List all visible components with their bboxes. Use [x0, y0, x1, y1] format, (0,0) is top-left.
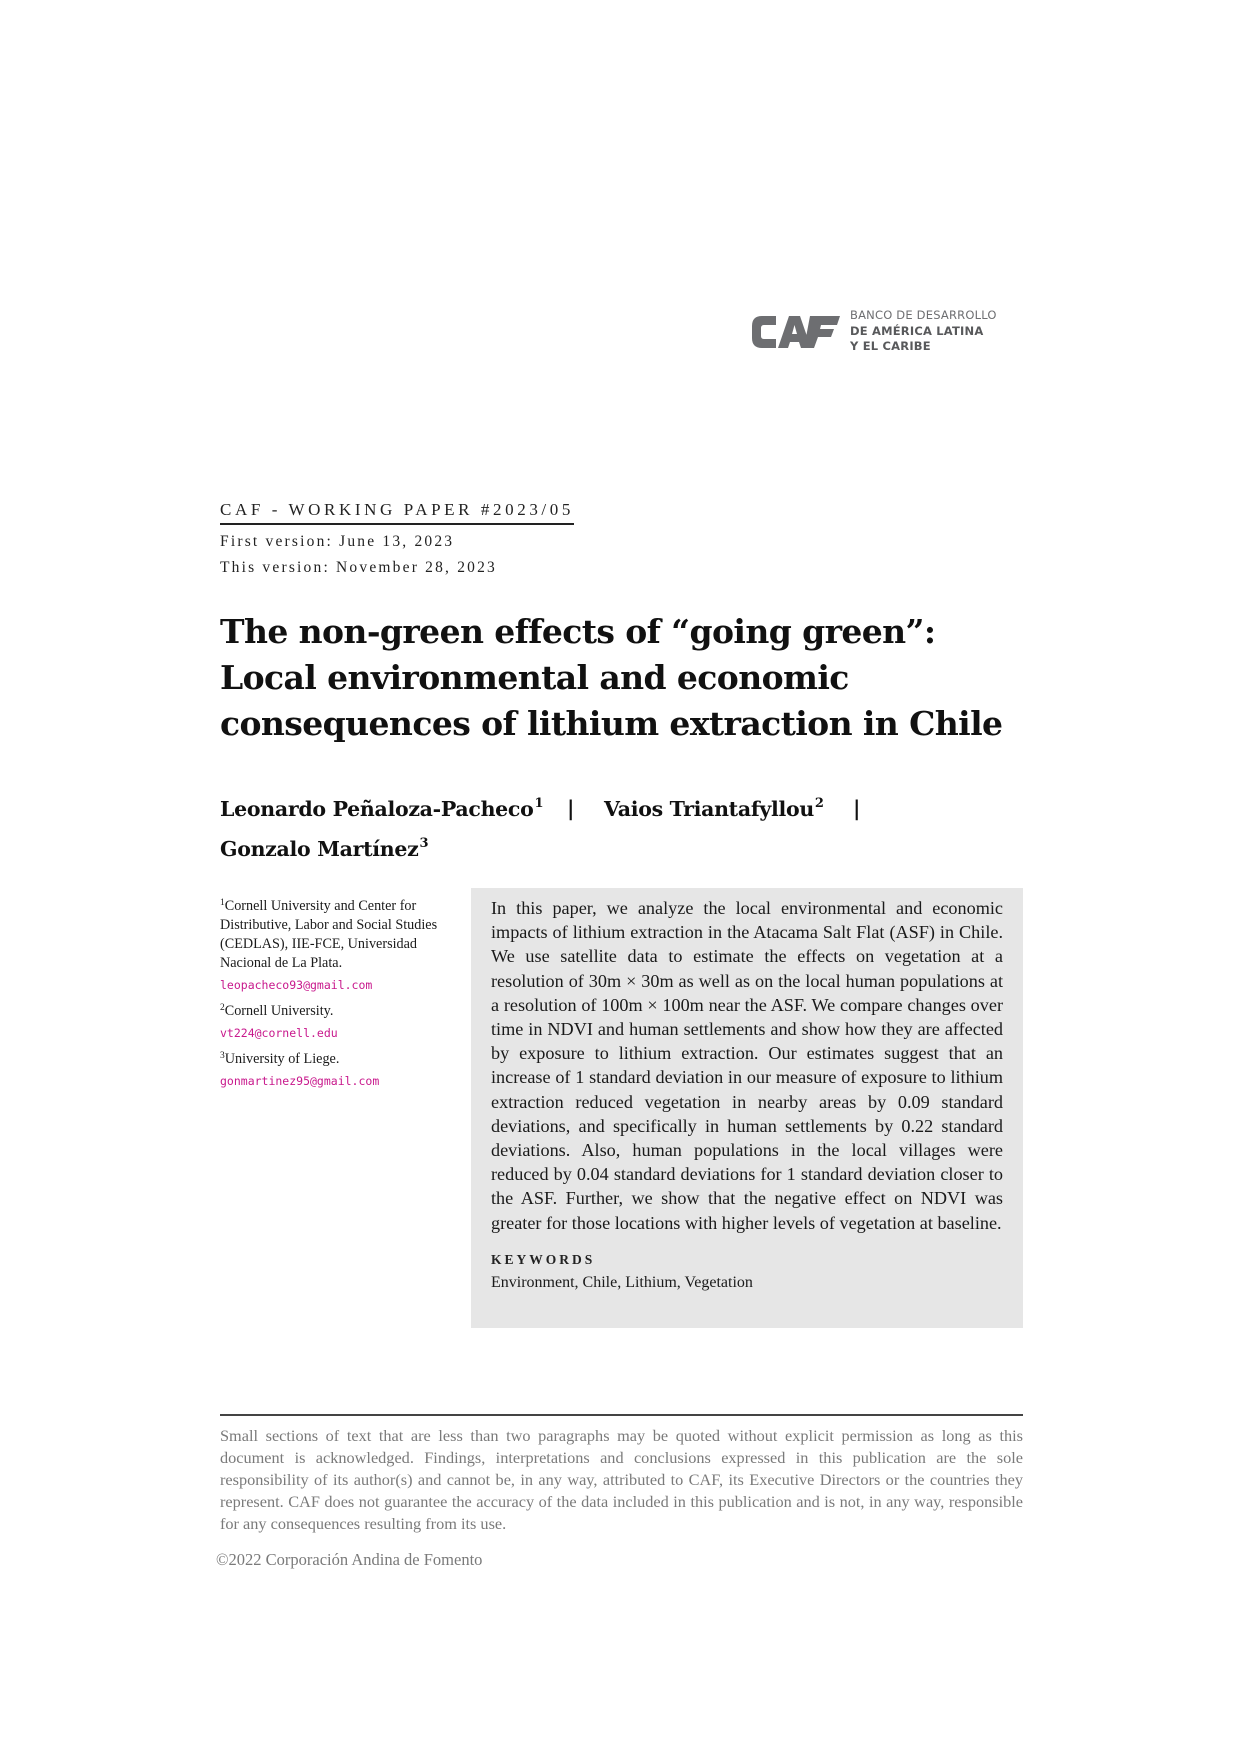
this-version-date: This version: November 28, 2023 — [220, 559, 497, 576]
author-affil-marker: 3 — [419, 836, 429, 851]
affiliation-marker: 3 — [220, 1051, 225, 1061]
affiliation-marker: 2 — [220, 1003, 225, 1013]
footer-divider — [220, 1414, 1023, 1416]
author-email-link[interactable]: vt224@cornell.edu — [220, 1026, 338, 1040]
author-name-text: Leonardo Peñaloza-Pacheco — [220, 797, 534, 821]
working-paper-series: CAF - WORKING PAPER #2023/05 — [220, 500, 574, 525]
affiliation-text: Cornell University and Center for Distributive, Labor and Social Studies (CEDLAS), IIE-FCE, Universidad Nacional de La Plata. — [220, 898, 438, 971]
first-version-date: First version: June 13, 2023 — [220, 533, 455, 550]
affiliation — [220, 894, 450, 973]
author-name — [220, 796, 543, 821]
logo-line-2: DE AMÉRICA LATINA — [850, 323, 984, 338]
logo-line-1: BANCO DE DESARROLLO — [850, 308, 997, 322]
abstract-text: In this paper, we analyze the local environmental and economic impacts of lithium extraction in the Atacama Salt Flat (ASF) in Chile. We use satellite data to estimate the effects on vegetation at a resolution of 30m × 30m as well as on the local human populations at a resolution of 100m × 100m near the ASF. We compare changes over time in NDVI and human settlements and show how they are affected by exposure to lithium extraction. Our estimates suggest that an increase of 1 standard deviation in our measure of exposure to lithium extraction reduced vegetation in nearby areas by 0.09 standard deviations, and specifically in human settlements by 0.22 standard deviations. Also, human populations in the local villages were reduced by 0.04 standard deviations for 1 standard deviation closer to the ASF. Further, we show that the negative effect on NDVI was greater for those locations with higher levels of vegetation at baseline. — [491, 898, 1003, 1233]
affiliation — [220, 999, 450, 1021]
copyright-notice: ©2022 Corporación Andina de Fomento — [216, 1550, 483, 1569]
author-name — [220, 836, 428, 861]
affiliation-marker: 1 — [220, 898, 225, 908]
abstract-box — [471, 888, 1023, 1328]
author-email-link[interactable]: leopacheco93@gmail.com — [220, 978, 373, 992]
caf-logo-mark — [750, 312, 842, 352]
affiliation — [220, 1047, 450, 1069]
keywords-list: Environment, Chile, Lithium, Vegetation — [491, 1273, 753, 1291]
author-name — [604, 796, 824, 821]
author-affil-marker: 1 — [534, 796, 544, 811]
keywords-heading: KEYWORDS — [491, 1251, 596, 1267]
affiliations — [220, 894, 450, 1095]
disclaimer-text: Small sections of text that are less than two paragraphs may be quoted without explicit permission as long as this document is acknowledged. Findings, interpretations and conclusions expressed in this publication are the sole responsibility of its author(s) and cannot be, in any way, attributed to CAF, its Executive Directors or the countries they represent. CAF does not guarantee the accuracy of the data included in this publication and is not, in any way, responsible for any consequences resulting from its use. — [220, 1426, 1023, 1533]
author-separator: | — [567, 796, 575, 820]
logo-line-3: Y EL CARIBE — [850, 339, 931, 353]
paper-title: The non-green effects of “going green”: Local environmental and economic consequences of lithium extraction in Chile — [220, 612, 1003, 743]
author-name-text: Vaios Triantafyllou — [604, 797, 814, 821]
affiliation-text: University of Liege. — [224, 1051, 340, 1067]
author-email-link[interactable]: gonmartinez95@gmail.com — [220, 1074, 380, 1088]
author-affil-marker: 2 — [814, 796, 824, 811]
affiliation-text: Cornell University. — [224, 1003, 334, 1019]
caf-logo — [750, 308, 1010, 358]
author-separator: | — [853, 796, 861, 820]
logo-text — [850, 308, 997, 355]
author-name-text: Gonzalo Martínez — [220, 837, 419, 861]
